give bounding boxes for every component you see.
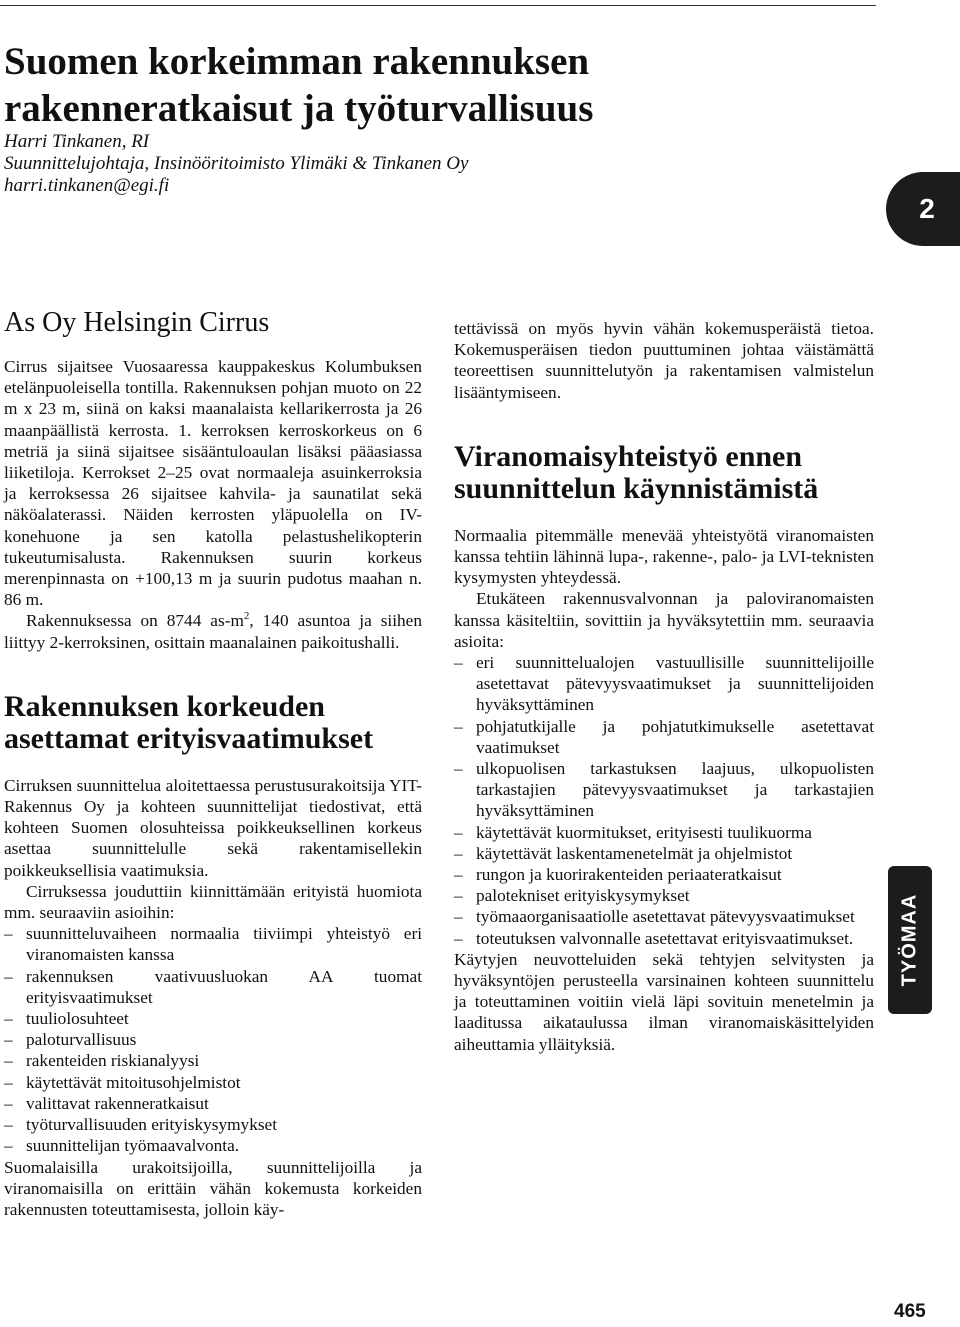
list-item: – suunnittelijan työmaavalvonta. (4, 1135, 422, 1156)
paragraph: Normaalia pitemmälle menevää yhteistyötä viranomaisten kanssa tehtiin lähinnä lupa-, rakenne-, palo- ja LVI-teknisten kysymysten yhteydessä. (454, 525, 874, 588)
list-item: – käytettävät mitoitusohjelmistot (4, 1072, 422, 1093)
section-heading-cirrus: As Oy Helsingin Cirrus (4, 307, 270, 338)
list-item: – käytettävät laskentamenetelmät ja ohjelmistot (454, 843, 874, 864)
list-item: – rungon ja kuorirakenteiden periaateratkaisut (454, 864, 874, 885)
section-tab-label: TYÖMAA (898, 893, 921, 987)
title-line-1: Suomen korkeimman rakennuksen (4, 40, 590, 83)
list-item: – valittavat rakenneratkaisut (4, 1093, 422, 1114)
paragraph: Etukäteen rakennusvalvonnan ja paloviranomaisten kanssa käsiteltiin, sovittiin ja hyväksytettiin mm. seuraavia asioita: (454, 589, 874, 651)
section-heading-authorities: Viranomaisyhteistyö ennen suunnittelun käynnistämistä (454, 439, 819, 505)
list-item: – rakenteiden riskianalyysi (4, 1050, 422, 1071)
page-number: 465 (894, 1301, 926, 1322)
right-column (454, 318, 874, 1055)
list-item: – työturvallisuuden erityiskysymykset (4, 1114, 422, 1135)
authority-items-list (454, 652, 874, 949)
author-email[interactable]: harri.tinkanen@egi.fi (4, 175, 170, 196)
section-tab (888, 866, 932, 1014)
paragraph: Cirrus sijaitsee Vuosaaressa kauppakeskus Kolumbuksen etelänpuoleisella tontilla. Rakennuksen pohjan muoto on 22 m x 23 m, siinä on kaksi maanalaista kellarikerrosta ja 26 maanpäällistä kerrosta. 1. kerroksen kerroskorkeus on 6 metriä ja siinä sijaitsee sisääntuloaulan lisäksi pääasiassa liiketiloja. Kerrokset 2–25 ovat normaaleja asuinkerroksia ja kerroksessa 26 sijaitsee kahvila- ja saunatilat sekä näköalaterassi. Näiden kerrosten yläpuolella on IV-konehuone ja sen katolla pelastushelikopterin tukeutumisalusta. Rakennuksen suurin korkeus merenpinnasta on +100,13 m ja suurin pudotus maahan n. 86 m. (4, 357, 422, 610)
list-item: – palotekniset erityiskysymykset (454, 885, 874, 906)
list-item: – pohjatutkijalle ja pohjatutkimukselle asetettavat vaatimukset (454, 716, 874, 758)
section-heading-requirements: Rakennuksen korkeuden asettamat erityisvaatimukset (4, 689, 374, 755)
requirements-list (4, 923, 422, 1156)
list-item: – rakennuksen vaativuusluokan AA tuomat erityisvaatimukset (4, 966, 422, 1008)
list-item: – käytettävät kuormitukset, erityisesti tuulikuorma (454, 822, 874, 843)
list-item: – eri suunnittelualojen vastuullisille suunnittelijoille asetettavat pätevyysvaatimukset ja suunnittelijoiden hyväksyttäminen (454, 652, 874, 716)
paragraph: Rakennuksessa on 8744 $as-m^2$, 140 asuntoa ja siihen liittyy 2-kerroksinen, osittain maanalainen paikoitushalli. (4, 610, 422, 652)
list-item: – suunnitteluvaiheen normaalia tiiviimpi yhteistyö eri viranomaisten kanssa (4, 923, 422, 965)
list-item: – toteutuksen valvonnalle asetettavat erityisvaatimukset. (454, 928, 874, 949)
chapter-badge: 2 (886, 172, 960, 246)
paragraph: tettävissä on myös hyvin vähän kokemusperäistä tietoa. Kokemusperäisen tiedon puuttuminen johtaa väistämättä teoreettisen suunnittelutyön ja rakentamisen valmistelun lisääntymiseen. (454, 319, 874, 402)
list-item: – tuuliolosuhteet (4, 1008, 422, 1029)
list-item: – työmaaorganisaatiolle asetettavat pätevyysvaatimukset (454, 906, 874, 927)
paragraph: Käytyjen neuvotteluiden sekä tehtyjen selvitysten ja hyväksyntöjen perusteella varsinainen kohteen suunnittelu ja toteuttaminen voitiin vielä läpi sovituin menetelmin ja laaditussa aikataulussa ilman viranomaiskäsittelyiden aiheuttamia ylläityksiä. (454, 949, 874, 1054)
list-item: – ulkopuolisen tarkastuksen laajuus, ulkopuolisten tarkastajien pätevyysvaatimukset ja tarkastajien hyväksyttäminen (454, 758, 874, 822)
list-item: – paloturvallisuus (4, 1029, 422, 1050)
author-block (4, 131, 704, 197)
paragraph: Suomalaisilla urakoitsijoilla, suunnittelijoilla ja viranomaisilla on erittäin vähän kokemusta korkeiden rakennusten toteuttamisesta, jolloin käy- (4, 1157, 422, 1219)
top-rule (0, 5, 876, 6)
author-name: Harri Tinkanen, RI (4, 131, 150, 152)
title-line-2: rakenneratkaisut ja työturvallisuus (4, 87, 594, 130)
left-column (4, 306, 422, 1220)
author-role: Suunnittelujohtaja, Insinööritoimisto Ylimäki & Tinkanen Oy (4, 153, 469, 174)
paragraph: Cirruksessa jouduttiin kiinnittämään erityistä huomiota mm. seuraaviin asioihin: (4, 881, 422, 923)
article-title (4, 38, 864, 132)
paragraph: Cirruksen suunnittelua aloitettaessa perustusurakoitsija YIT-Rakennus Oy ja kohteen suunnittelijat tiedostivat, että kohteen Suomen olosuhteissa poikkeuksellinen korkeus asettaa suunnittelulle sekä rakentamisellekin poikkeuksellisia vaatimuksia. (4, 775, 422, 880)
